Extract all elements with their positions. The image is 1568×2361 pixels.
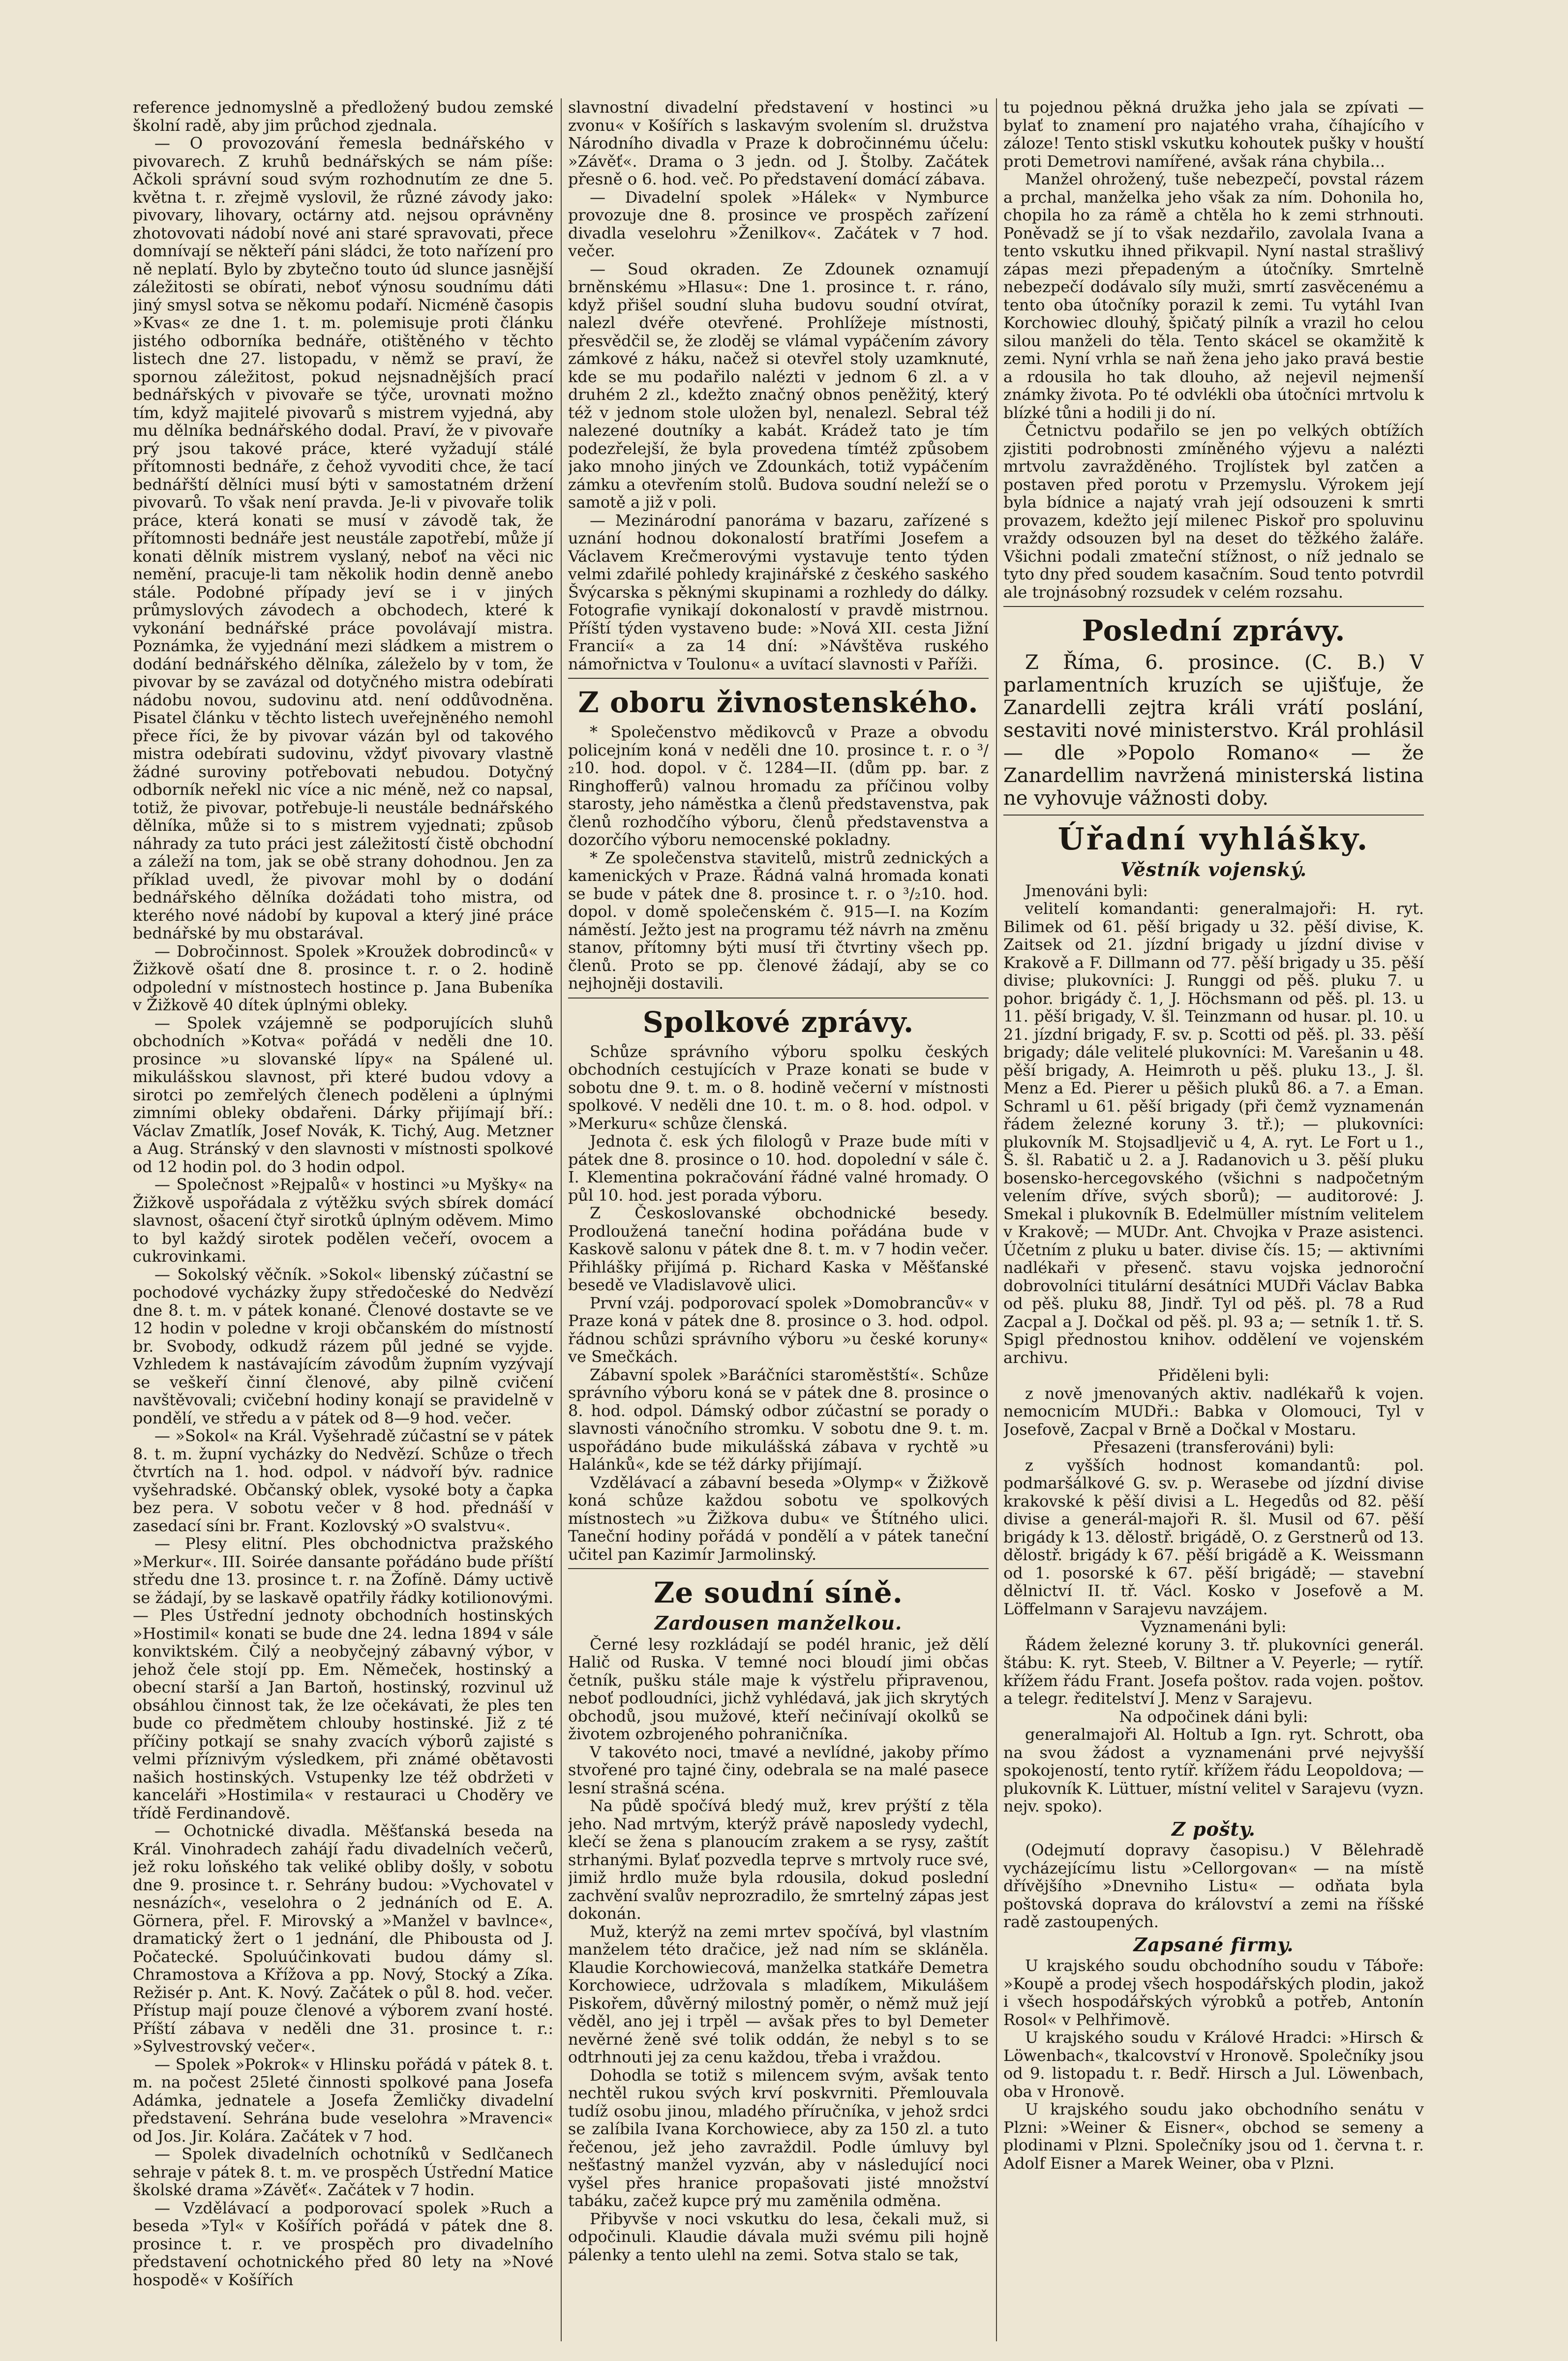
notice-heading: Vyznamenáni byli: (1141, 1617, 1287, 1636)
notice-paragraph: z nově jmenovaných aktiv. nadlékařů k vojen. nemocnicím MUDři.: Babka v Olomouci, Tyl v Josefově, Zacpal v Brně a Dočkal v Mostaru. (1003, 1384, 1424, 1439)
article-kosire: — Vzdělávací a podporovací spolek »Ruch a beseda »Tyl« v Košířích pořádá v pátek dne 8. prosince t. r. ve prospěch pro divadelního představení ochotnického před 80 lety na »Nové hospodě« v Košířích (133, 2198, 553, 2289)
subsection-title-military: Věstník vojenský. (1120, 858, 1307, 880)
notice-paragraph: U krajského soudu obchodního soudu v Táboře: »Koupě a prodej všech hospodářských plodin, jakož i všech hospodářských výrobků a potřeb, Antonín Rosol« v Pelhřimově. (1003, 1956, 1424, 2029)
article-sokol-liben: — Sokolský věčník. »Sokol« libenský zúčastní se pochodové vycházky župy středočeské do Nedvězí dne 8. t. m. v pátek konané. Členové dostavte se ve 12 hodin v poledne v kroji občanském do místností br. Svobody, odkudž rázem půl jedné se vyjde. Vzhledem k nastávajícím závodům župním vyzývají se veškeří činní členové, aby pilně cvičení navštěvovali; cvičební hodiny konají se pravidelně v pondělí, ve středu a v pátek od 8—9 hod. večer. (133, 1265, 553, 1427)
article-charity: — Dobročinnost. Spolek »Kroužek dobrodinců« v Žižkově ošatí dne 8. prosince t. r. o 2. hodině odpolední v místnostech hostince p. Jana Bubeníka v Žižkově 40 dítek úplnými obleky. (133, 941, 553, 1014)
section-title-latest-news: Poslední zprávy. (1082, 614, 1346, 647)
section-title-societies: Spolkové zprávy. (642, 1005, 914, 1039)
article-paragraph: Muž, kterýž na zemi mrtev spočívá, byl vlastním manželem této dračice, jež nad ním se skláněla. Klaudie Korchowiecová, manželka statkáře Demetra Korchowiece, udržovala s mladíkem, Mikulášem Piskořem, důvěrný milostný poměr, o němž muž její věděl, ano jej i trpěl — avšak přes to byl Demeter nevěrné ženě své tolik oddán, že nebyl s to se odtrhnouti jej za cenu každou, třeba i vraždou. (568, 1922, 989, 2066)
article-paragraph: Na půdě spočívá bledý muž, krev prýští z těla jeho. Nad mrtvým, kterýž právě naposledy vydechl, klečí se žena s planoucím zrakem a se rysy, zaštít strhanými. Bylať pozvedla teprve s mrtvoly ruce své, jimiž hrdlo muže byla rdousila, dokud poslední zachvění svalův neprozradilo, že smrtelný zápas jest dokonán. (568, 1796, 989, 1923)
subsection-title-firms: Zapsané firmy. (1133, 1933, 1294, 1956)
subsection-title-post: Z pošty. (1172, 1817, 1256, 1840)
article-brewery-coopers: — O provozování řemesla bednářského v pivovarech. Z kruhů bednářských se nám píše: Ačkoli správní soud svým rozhodnutím ze dne 5. května t. r. zřejmě vyslovil, že různé závody jako: pivovary, lihovary, octárny atd. nejsou oprávněny zhotovovati nádobí nové ani staré spravovati, přece domnívají se někteří páni sládci, že toto nařízení pro ně neplatí. Bylo by zbytečno touto úd slunce jasnější záležitosti se obírati, neboť výnosu soudnímu dáti jiný smysl sotva se někomu podaří. Nicméně časopis »Kvas« ze dne 1. t. m. polemisuje proti článku jistého odborníka bednáře, otištěného v těchto listech dne 27. listopadu, v němž se praví, že spornou záležitost, pokud nejsnadnějších prací bednářských v pivovaře se týče, urovnati možno tím, když majitelé pivovarů s mistrem vyjedná, aby mu dělníka bednářského dodal. Praví, že v pivovaře prý jsou takové práce, které vyžadují stálé přítomnosti bednáře, z čehož vyvoditi chce, že tací bednářští dělníci musí býti v samostatném držení pivovarů. To však není pravda. Je-li v pivovaře tolik práce, která konati se musí v závodě tak, že přítomnosti bednáře jest neustále zapotřebí, může jí konati dělník mistrem vyslaný, neboť na věci nic nemění, pracuje-li tam několik hodin denně anebo stále. Podobné případy jeví se i v jiných průmyslových závodech a obchodech, které k vykonání bednářské práce povolávají mistra. Poznámka, že vyjednání mezi sládkem a mistrem o dodání bednářského dělníka, záleželo by v tom, že pivovar by se zavázal od dotyčného mistra odebírati nádobu novou, sudovinu atd. není oddůvodněna. Pisatel článku v těchto listech uveřejněného nemohl přece říci, že by pivovar vázán byl od takového mistra odebírati sudovinu, vždyť pivovary vlastně žádné suroviny potřebovati nebudou. Dotyčný odborník neřekl nic více a nic méně, než co napsal, totiž, že pivovar, potřebuje-li neustále bednářského dělníka, může si to s mistrem vyjednati; způsob náhrady za tuto práci jest záležitostí čistě obchodní a záleží na tom, jak se obě strany dohodnou. Jen za příklad uvedl, že pivovar mohl by o dodání bednářského dělníka dožádati toho mistra, od kterého nové nádobí by kupoval a který jiné práce bednářské by mu obstarával. (133, 134, 553, 942)
column-middle (568, 98, 989, 2341)
section-rule (568, 998, 989, 999)
article-sedlcany: — Spolek divadelních ochotníků v Sedlčanech sehraje v pátek 8. t. m. ve prospěch Ústřední Matice školské drama »Závěť«. Začátek v 7 hodin. (133, 2145, 553, 2199)
article-balls: — Plesy elitní. Ples obchodnictva pražského »Merkur«. III. Soirée dansante pořádáno bude příští středu dne 13. prosince t. r. na Žofíně. Dámy uctivě se žádají, by se laskavě opatřily řádky kotilionovými. — Ples Ústřední jednoty obchodních hostinských »Hostimil« konati se bude dne 24. ledna 1894 v sále konviktském. Čilý a neobyčejný zábavný výbor, v jehož čele stojí pp. Em. Němeček, hostinský a obecní starší a Jan Bartoň, hostinský, rozvinul už obsáhlou činnost tak, že lze očekávati, že ples ten bude co předmětem chlouby hostinské. Již z té příčiny potkají se snahy zvacích výborů zajisté s velmi příznivým výsledkem, při známé obětavosti našich hostinských. Vstupenky lze též obdržeti v kanceláři »Hostimila« v restauraci u Choděry ve třídě Ferdinandově. (133, 1534, 553, 1822)
column-left (133, 98, 553, 2341)
article-paragraph: slavnostní divadelní představení v hostinci »u zvonu« v Košířích s laskavým svolením sl. družstva Národního divadla v Praze k dobročinnému účelu: »Závěť«. Drama o 3 jedn. od J. Štolby. Začátek přesně o 6. hod. več. Po představení domácí zábava. (568, 98, 989, 188)
article-olymp: Vzdělávací a zábavní beseda »Olymp« v Žižkově koná schůze každou sobotu ve spolkových místnostech »u Žižkova dubu« ve Štítného ulici. Taneční hodiny pořádá v pondělí a v pátek taneční učitel pan Kazimír Jarmolinský. (568, 1473, 989, 1564)
notice-heading: Přesazeni (transferováni) byli: (1093, 1438, 1334, 1456)
notice-paragraph: Jmenováni byli: (1025, 881, 1148, 900)
article-commerce-club: Z Českoslovanské obchodnické besedy. Prodloužená taneční hodina pořádána bude v Kaskově salonu v pátek dne 8. t. m. v 7 hodin večer. Přihlášky přijímá p. Richard Kaska v Měšťanské besedě ve Vladislavově ulici. (568, 1204, 989, 1294)
article-copper-guild: * Společenstvo mědikovců v Praze a obvodu policejním koná v neděli dne 10. prosince t. r. o ³/₂10. hod. dopol. v č. 1284—II. (dům pp. bar. z Ringhofferů) valnou hromadu za příčinou volby starosty, jeho náměstka a členů představenstva, pak členů rozhodčího výboru, členů představenstva a dozorčího výboru nemocenské pokladny. (568, 723, 989, 849)
article-paragraph: tu pojednou pěkná družka jeho jala se zpívati — bylať to znamení pro najatého vraha, číhajícího v záloze! Tento stiskl vskutku kohoutek pušky v houští proti Demetrovi namířené, avšak rána chybila... (1003, 98, 1424, 171)
section-rule (568, 1568, 989, 1569)
article-domobranci: První vzáj. podporovací spolek »Domobrancův« v Praze koná v pátek dne 8. prosince o 3. hod. odpol. řádnou schůzi správního výboru »u české koruny« ve Smečkách. (568, 1293, 989, 1366)
notice-heading: Na odpočinek dáni byli: (1119, 1707, 1308, 1726)
notice-paragraph: U krajského soudu v Králové Hradci: »Hirsch & Löwenbach«, tkalcovství v Hronově. Společníky jsou od 9. listopadu t. r. Bedř. Hirsch a Jul. Löwenbach, oba v Hronově. (1003, 2028, 1424, 2101)
article-kotva: — Spolek vzájemně se podporujících sluhů obchodních »Kotva« pořádá v neděli dne 10. prosince »u slovanské lípy« na Spálené ul. mikulášskou slavnost, při které budou vdovy a sirotci po zemřelých členech poděleni a úplnými zimními obleky obdařeni. Dárky přijímají bří.: Václav Zmatlík, Josef Novák, K. Tichý, Aug. Metzner a Aug. Stránský v den slavnosti v místnosti spolkové od 12 hodin pol. do 3 hodin odpol. (133, 1013, 553, 1176)
notice-paragraph: z vyšších hodnost komandantů: pol. podmaršálkové G. sv. p. Werasebe od jízdní divise krakovské k pěší divisi a L. Hegedůs od 82. pěší divise a generál-majoři R. šl. Musil od 67. pěší brigády k 13. dělostř. brigádě, O. z Gerstnerů od 13. dělostř. brigády k 67. pěší brigádě a K. Weissmann od 1. posorské k 67. pěší brigádě; — stavební dělnictví II. tř. Václ. Kosko v Josefově a M. Löffelmann v Sarajevu navzájem. (1003, 1455, 1424, 1618)
article-paragraph: Dohodla se totiž s milencem svým, avšak tento nechtěl rukou svých krví poskvrniti. Přemlouvala tudíž osobu jinou, mladého příručníka, v jehož srdci se zalíbila Ivana Korchowiece, aby za 150 zl. a tuto řečenou, jež jeho zavraždil. Podle úmluvy byl nešťastný manžel vyzván, aby v následující noci vyšel přes hranice propašovati jisté množství tabáku, začež kupce prý mu zaměnila odměna. (568, 2065, 989, 2210)
article-panorama: — Mezinárodní panoráma v bazaru, zařízené s uznání hodnou dokonalostí bratřími Josefem a Václavem Krečmerovými vystavuje tento týden velmi zdařilé pohledy krajinářské z českého saského Švýcarska s pěknými skupinami a rozhledy do dálky. Fotografie vynikají dokonalostí v pravdě mistrnou. Příští týden vystaveno bude: »Nová XII. cesta Jižní Francií« a za 14 dní: »Návštěva ruského námořnictva v Toulonu« a uvítací slavnosti v Paříži. (568, 511, 989, 673)
column-divider (996, 98, 997, 2341)
column-divider (561, 98, 562, 2341)
article-paragraph: Četnictvu podařilo se jen po velkých obtížích zjistiti podrobnosti zmíněného výjevu a nalézti mrtvolu zavražděného. Trojlístek byl zatčen a postaven před porotu v Przemyslu. Výrokem její byla bídnice a najatý vrah její odsouzeni k smrti provazem, kdežto její milenec Piskoř pro spoluvinu vraždy odsouzen byl na deset do těžkého žaláře. Všichni podali zmateční stížnost, o níž jednalo se tyto dny před soudem kasačním. Soud tento potvrdil ale trojnásobný rozsudek v celém rozsahu. (1003, 421, 1424, 602)
article-halek: — Divadelní spolek »Hálek« v Nymburce provozuje dne 8. prosince ve prospěch zařízení divadla veselohru »Ženilkov«. Začátek v 7 hod. večer. (568, 187, 989, 260)
notice-paragraph: generalmajoři Al. Holtub a Ign. ryt. Schrott, oba na svou žádost a vyznamenáni prvé nejvyšší spokojeností, tento rytíř. křížem řádu Leopoldova; — plukovník K. Lüttuer, místní velitel v Sarajevu (vyzn. nejv. spoko). (1003, 1725, 1424, 1816)
article-court-robbed: — Soud okraden. Ze Zdounek oznamují brněnskému »Hlasu«: Dne 1. prosince t. r. ráno, když přišel soudní sluha budovu soudní otvírat, nalezl dvéře otevřené. Prohlížeje místnosti, přesvědčil se, že zloděj se vlámal vypáčením závory zámkové z háku, načež si otevřel stoly uzamknuté, kde se mu podařilo nalézti v jednom 6 zl. a v druhém 2 zl., kdežto značný obnos peněžitý, který též v jednom stole uložen byl, nenalezl. Sebral též nalezené doutníky a kabát. Krádež tato je tím podezřelejší, že byla provedena tímtéž způsobem jako mnoho jiných ve Zdounkách, totiž vypáčením zámku a otevřením stolů. Budova soudní neleží se o samotě a již v poli. (568, 259, 989, 512)
column-right (1003, 98, 1424, 2341)
article-amateur-theatre: — Ochotnické divadla. Měšťanská beseda na Král. Vinohradech zahájí řadu divadelních večerů, jež roku loňského tak veliké obliby došly, v sobotu dne 9. prosince t. r. Sehrány budou: »Vychovatel v nesnázích«, veselohra o 2 jednáních od E. A. Görnera, přel. F. Mirovský a »Manžel v bavlnce«, dramatický žert o 1 jednání, dle Phibousta od J. Počatecké. Spoluúčinkovati budou dámy sl. Chramostova a Křížova a pp. Nový, Stocký a Zíka. Režisér p. Ant. K. Nový. Začátek o půl 8. hod. večer. Přístup mají pouze členové a výborem zvaní hosté. Příští zábava v neděli dne 31. prosince t. r.: »Sylvestrovský večer«. (133, 1821, 553, 2056)
notice-paragraph: Řádem železné koruny 3. tř. plukovníci generál. štábu: K. ryt. Steeb, V. Biltner a V. Peyerle; — rytíř. křížem řádu Frant. Josefa poštov. rada vojen. poštov. a telegr. ředitelství J. Menz v Sarajevu. (1003, 1635, 1424, 1708)
article-rome: Z Říma, 6. prosince. (C. B.) V parlamentních kruzích se ujišťuje, že Zanardelli zejtra králi vrátí poslání, sestaviti nové ministerstvo. Král prohlásil — dle »Popolo Romano« — že Zanardellim navržená ministerská listina ne vyhovuje vážnosti doby. (1003, 651, 1424, 810)
notice-heading: Přiděleni byli: (1158, 1366, 1269, 1385)
article-paragraph: V takovéto noci, tmavé a nevlídné, jakoby přímo stvořené pro tajné činy, odebrala se na malé pasece lesní strašná scéna. (568, 1742, 989, 1797)
article-sokol-vysehrad: — »Sokol« na Král. Vyšehradě zúčastní se v pátek 8. t. m. župní vycházky do Nedvězí. Schůze o třech čtvrtích na 1. hod. odpol. v nádvoří býv. radnice vyšehradské. Občanský oblek, vysoké boty a čapka bez pera. V sobotu večer v 8 hod. přednáší v zasedací síni br. Frant. Kozlovský »O svalstvu«. (133, 1426, 553, 1535)
notice-paragraph: (Odejmutí dopravy časopisu.) V Bělehradě vycházejícímu listu »Cellorgovan« — na místě dřívějšího »Dnevniho Listu« — odňata byla poštovská doprava do království a zemi na říšské radě zastoupených. (1003, 1841, 1424, 1931)
section-rule (1003, 815, 1424, 816)
article-paragraph: Manžel ohrožený, tuše nebezpečí, povstal rázem a prchal, manželka jeho však za ním. Dohonila ho, chopila ho za rámě a chtěla ho k zemi strhnouti. Poněvadž se jí to však nezdařilo, zavolala Ivana a tento vskutku ihned přikvapil. Nyní nastal strašlivý zápas mezi přepadeným a útočníky. Smrtelně nebezpečí dodávalo síly muži, smrtí zasvěcenému a tento oba útočníky porazil k zemi. Tu vytáhl Ivan Korchowiec dlouhý, špičatý pilník a vrazil ho celou silou manželi do těla. Tento skácel se okamžitě k zemi. Nyní vrhla se naň žena jeho jako pravá bestie a rdousila ho tak dlouho, až nejevil nejmenší známky života. Po té odvlékli oba útočníci mrtvolu k blízké tůni a hodili ji do ní. (1003, 170, 1424, 422)
article-paragraph: Přibyvše v noci vskutku do lesa, čekali muž, si odpočinuli. Klaudie dávala muži svému pili hojně pálenky a tento ulehl na zemi. Sotva stalo se tak, (568, 2209, 989, 2264)
section-rule (1003, 606, 1424, 607)
article-pokrok: — Spolek »Pokrok« v Hlinsku pořádá v pátek 8. t. m. na počest 25leté činnosti spolkové pana Josefa Adámka, jednatele a Josefa Žemličky divadelní představení. Sehrána bude veselohra »Mravenci« od Jos. Jir. Kolára. Začátek v 7 hod. (133, 2055, 553, 2146)
article-travellers: Schůze správního výboru spolku českých obchodních cestujících v Praze konati se bude v sobotu dne 9. t. m. o 8. hodině večerní v místnosti spolkové. V neděli dne 10. t. m. o 8. hod. odpol. v »Merkuru« schůze členská. (568, 1042, 989, 1133)
article-headline: Zardousen manželkou. (654, 1612, 903, 1634)
notice-paragraph: U krajského soudu jako obchodního senátu v Plzni: »Weiner & Eisner«, obchod se semeny a plodinami v Plzni. Společníky jsou od 1. června t. r. Adolf Eisner a Marek Weiner, oba v Plzni. (1003, 2100, 1424, 2173)
article-rejpalu: — Společnost »Rejpalů« v hostinci »u Myšky« na Žižkově uspořádala z výtěžku svých sbírek domácí slavnost, ošacení čtyř sirotků úplným oděvem. Mimo to byl každý sirotek podělen večeří, ovocem a cukrovinkami. (133, 1175, 553, 1266)
section-title-official-notices: Úřadní vyhlášky. (1057, 821, 1370, 857)
section-rule (568, 678, 989, 679)
article-paragraph: reference jednomyslně a předložený budou zemské školní radě, aby jim průchod zjednala. (133, 98, 553, 135)
article-builders-guild: * Ze společenstva stavitelů, mistrů zednických a kamenických v Praze. Řádná valná hromada konati se bude v pátek dne 8. prosince t. r. o ³/₂10. hod. dopol. v domě společenském č. 915—I. na Kozím náměstí. Ježto jest na programu též návrh na změnu stanov, přítomny býti musí tři čtvrtiny všech pp. členů. Proto se pp. členové žádají, aby se co nejhojněji dostavili. (568, 848, 989, 993)
article-paragraph: Černé lesy rozkládají se podél hranic, jež dělí Halič od Ruska. V temné noci bloudí jimi občas četník, pušku stále maje k výstřelu připravenou, neboť podloudníci, jichž vyhlédavá, jak jich skrytých obchodů, jsou mužové, kteří nečinívají okolků se životem ozbrojeného pohraničníka. (568, 1635, 989, 1743)
section-title-court: Ze soudní síně. (654, 1576, 903, 1609)
article-baracnici: Zábavní spolek »Baráčníci staroměstští«. Schůze správního výboru koná se v pátek dne 8. prosince o 8. hod. odpol. Dámský odbor zúčastní se porady o slavnosti vánočního stromku. V sobotu dne 9. t. m. uspořádáno bude mikulášská zábava v rychtě »u Halánků«, kde se též dárky přijímají. (568, 1365, 989, 1474)
section-title-trades: Z oboru živnostenského. (578, 686, 979, 719)
article-philologists: Jednota č. esk ých filologů v Praze bude míti v pátek dne 8. prosince o 10. hod. dopolední v sále č. I. Klementina pokračování řádné valné hromady. O půl 10. hod. jest porada výboru. (568, 1132, 989, 1205)
notice-paragraph: velitelí komandanti: generalmajoři: H. ryt. Bilimek od 61. pěší brigady u 32. pěší divise, K. Zaitsek od 21. jízdní brigady u jízdní divise v Krakově a F. Dillmann od 77. pěší brigady u 35. pěší divise; plukovníci: J. Runggi od pěš. pluku 7. u pohor. brigády č. 1, J. Höchsmann od pěš. pl. 13. u 11. pěší brigady, V. šl. Teinzmann od husar. pl. 10. u 21. jízdní brigady, F. sv. p. Scotti od pěš. pl. 33. pěší brigady; dále velitelé plukovníci: M. Varešanin u 48. pěší brigady, A. Heimroth u pěš. pluku 13., J. šl. Menz a Ed. Pierer u pěšich pluků 86. a 7. a Eman. Schraml u 61. pěší brigady (při čemž vyznamenán řádem železné koruny 3. tř.); — plukovníci: plukovník M. Stojsadljevič u 4, A. ryt. Le Fort u 1., Š. šl. Rabatič u 2. a J. Radanovich u 3. pěší pluku bosensko-hercegovského (všichni s nadpočetným velením dříve, svých sborů); — auditorové: J. Smekal i plukovník B. Edelmüller místním velitelem v Krakově; — MUDr. Ant. Chvojka v Praze asistenci. Účetním z pluku u bater. divise čís. 15; — aktivními nadlékaři v přesenč. stavu vojska jednoroční dobrovolníci titulární desátníci MUDři Václav Babka od pěš. pluku 88, Jindř. Tyl od pěš. pl. 78 a Rud Zacpal a J. Dočkal od pěš. pl. 93 a; — setník 1. tř. S. Spigl přednostou knihov. oddělení ve vojenském archivu. (1003, 899, 1424, 1367)
